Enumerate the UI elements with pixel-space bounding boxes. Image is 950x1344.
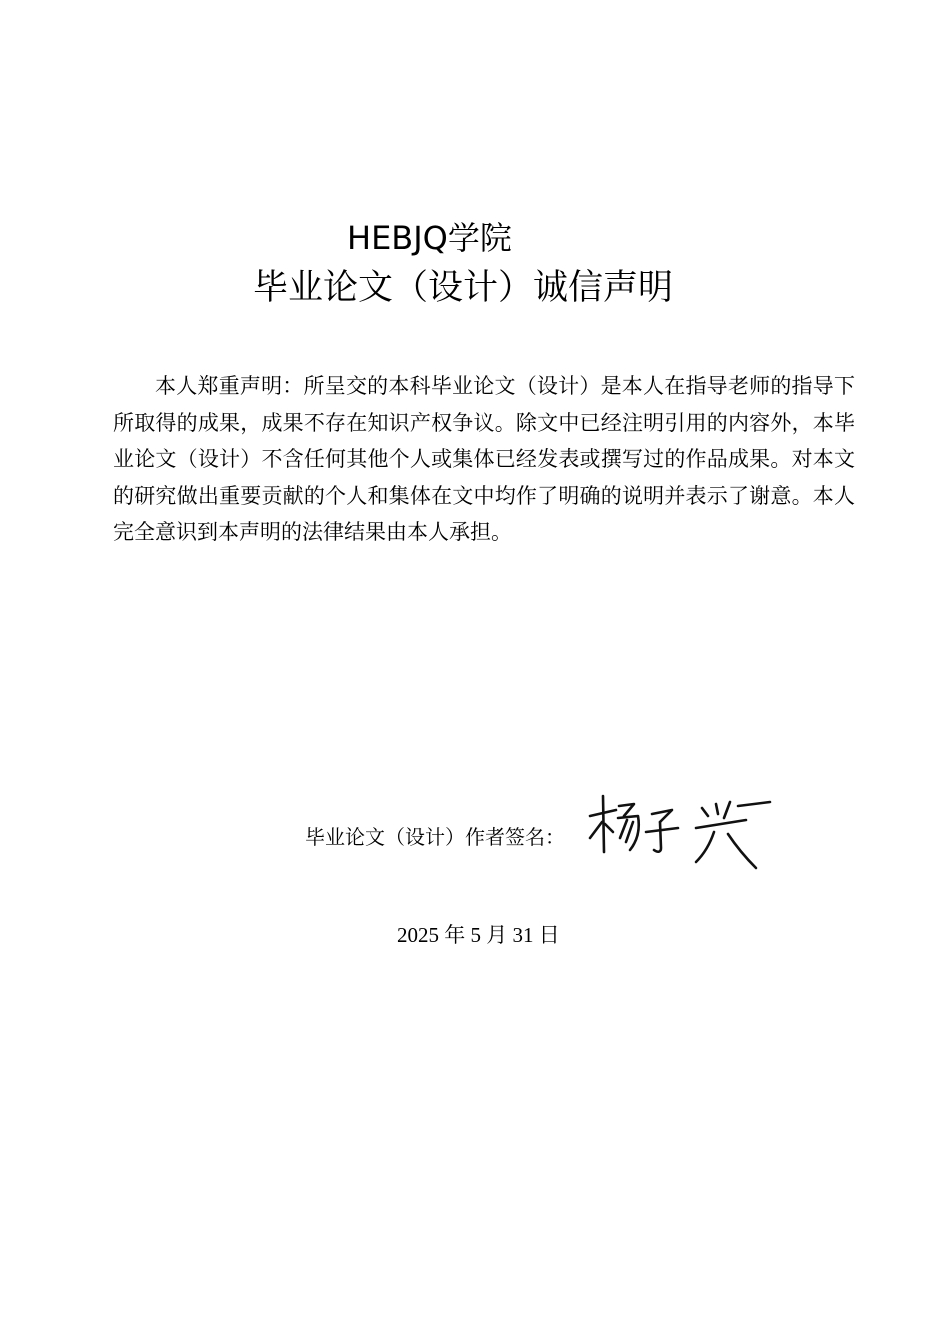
signing-date: 2025 年 5 月 31 日	[397, 923, 560, 947]
declaration-paragraph: 本人郑重声明：所呈交的本科毕业论文（设计）是本人在指导老师的指导下所取得的成果，成果不存在知识产权争议。除文中已经注明引用的内容外，本毕业论文（设计）不含任何其他个人或集体已经发表或撰写过的作品成果。对本文的研究做出重要贡献的个人和集体在文中均作了明确的说明并表示了谢意。本人完全意识到本声明的法律结果由本人承担。	[113, 374, 855, 544]
handwritten-signature	[586, 788, 776, 874]
institution-name: HEBJQ学院	[347, 219, 512, 257]
document-title: 毕业论文（设计）诚信声明	[253, 268, 674, 308]
signature-row	[305, 790, 565, 880]
signature-label: 毕业论文（设计）作者签名：	[305, 824, 565, 849]
handwritten-signature-text	[0, 0, 1, 1]
